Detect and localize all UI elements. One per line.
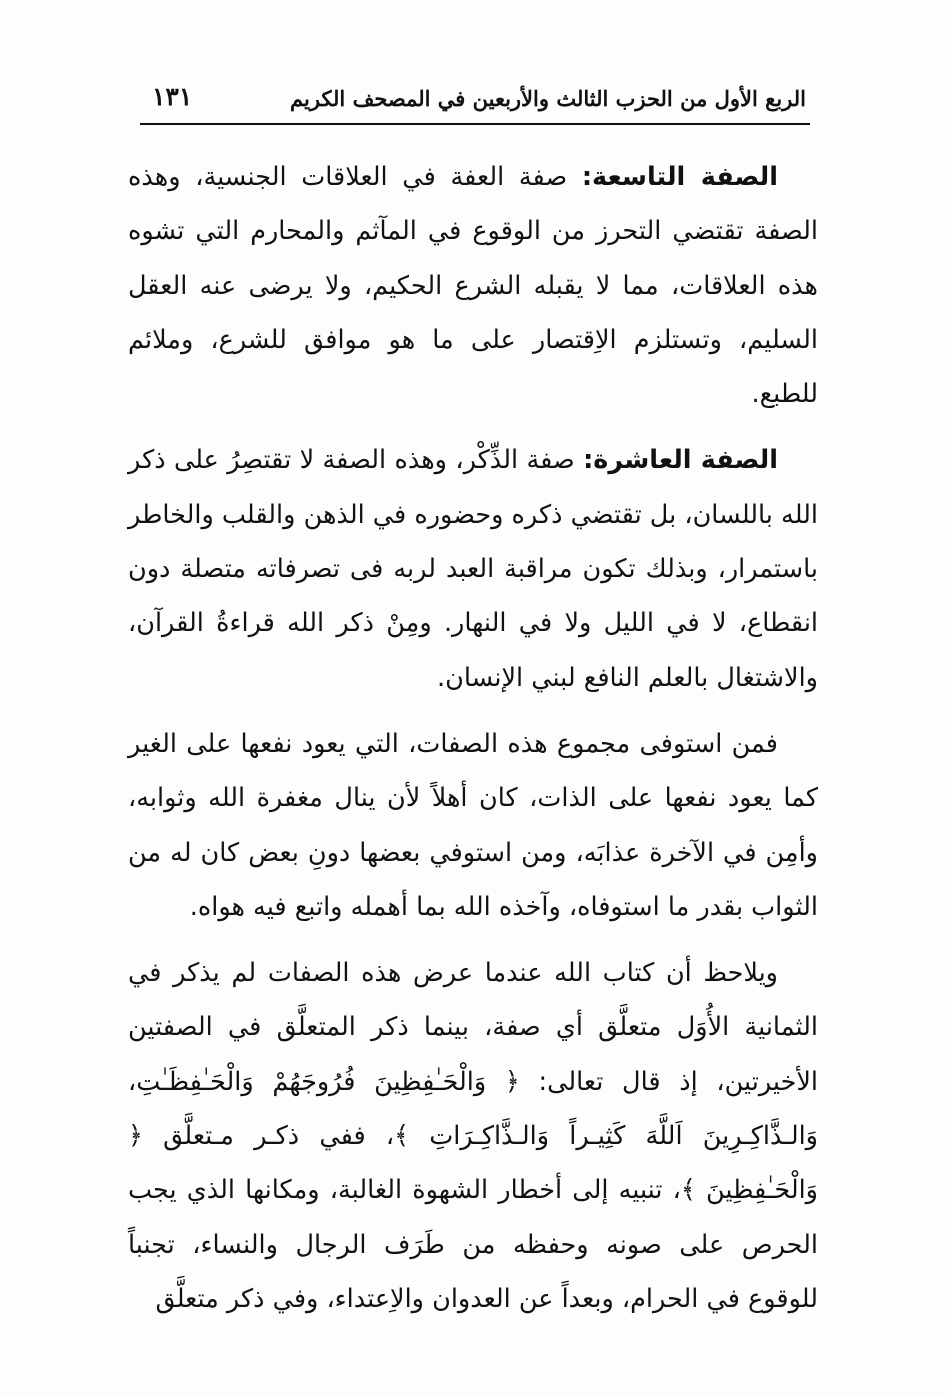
paragraph-observation — [128, 946, 818, 1326]
page-header — [140, 82, 820, 122]
paragraph-text: ويلاحظ أن كتاب الله عندما عرض هذه الصفات لم يذكر في الثمانية الأُوَل متعلَّق أي صفة، بينما ذكر المتعلَّق في الصفتين الأخيرتين، إذ قال تعالى: — [128, 958, 818, 1097]
paragraph-text: ، تنبيه إلى أخطار الشهوة الغالبة، ومكانها الذي يجب الحرص على صونه وحفظه من طَرَف الرجال والنساء، تجنباً للوقوع في الحرام، وبعداً عن العدوان والاِعتداء، وفي ذكر متعلَّق — [128, 1175, 818, 1314]
header-rule — [140, 123, 810, 125]
paragraph-text: صفة العفة في العلاقات الجنسية، وهذه الصفة تقتضي التحرز من الوقوع في المآثم والمحارم التي تشوه هذه العلاقات، مما لا يقبله الشرع الحكيم، ولا يرضى عنه العقل السليم، وتستلزم الاِقتصار على ما هو موافق للشرع، وملائم للطبع. — [128, 162, 818, 410]
paragraph-text: فمن استوفى مجموع هذه الصفات، التي يعود نفعها على الغير كما يعود نفعها على الذات، كان أهلاً لأن ينال مغفرة الله وثوابه، وأمِن في الآخرة عذابَه، ومن استوفي بعضها دونِ بعض كان له من الثواب بقدر ما استوفاه، وآخذه الله بما أهمله واتبع فيه هواه. — [128, 728, 818, 922]
paragraph-text: صفة الذِّكْر، وهذه الصفة لا تقتصِرُ على ذكر الله باللسان، بل تقتضي ذكره وحضوره في الذهن والقلب والخاطر باستمرار، وبذلك تكون مراقبة العبد لربه فى تصرفاته متصلة دون انقطاع، لا في الليل ولا في النهار. ومِنْ ذكر الله قراءةُ القرآن، والاشتغال بالعلم النافع لبني الإنسان. — [128, 445, 818, 693]
running-title: الربع الأول من الحزب الثالث والأربعين في المصحف الكريم — [290, 86, 806, 111]
quran-verse: ﴿ وَالْحَـٰفِظِينَ ﴾ — [128, 1121, 818, 1206]
paragraph-summary — [128, 717, 818, 934]
paragraph-lead: الصفة العاشرة: — [583, 445, 778, 476]
paragraph-text: ، ففي ذكـر مـتعلَّق — [142, 1121, 395, 1152]
paragraph-ninth-trait — [128, 150, 818, 421]
paragraph-lead: الصفة التاسعة: — [581, 162, 778, 192]
quran-verse: ﴿ وَالْحَـٰفِظِينَ فُرُوجَهُمْ وَالْحَـٰفِظَـٰتِ، وَالـذَّاكِـرِينَ اَللَّهَ كَثِيـراً وَالـذَّاكِـرَاتِ ﴾ — [128, 1066, 818, 1152]
page-number: ١٣١ — [152, 82, 193, 111]
body-text — [128, 150, 818, 1338]
paragraph-tenth-trait — [128, 433, 818, 704]
